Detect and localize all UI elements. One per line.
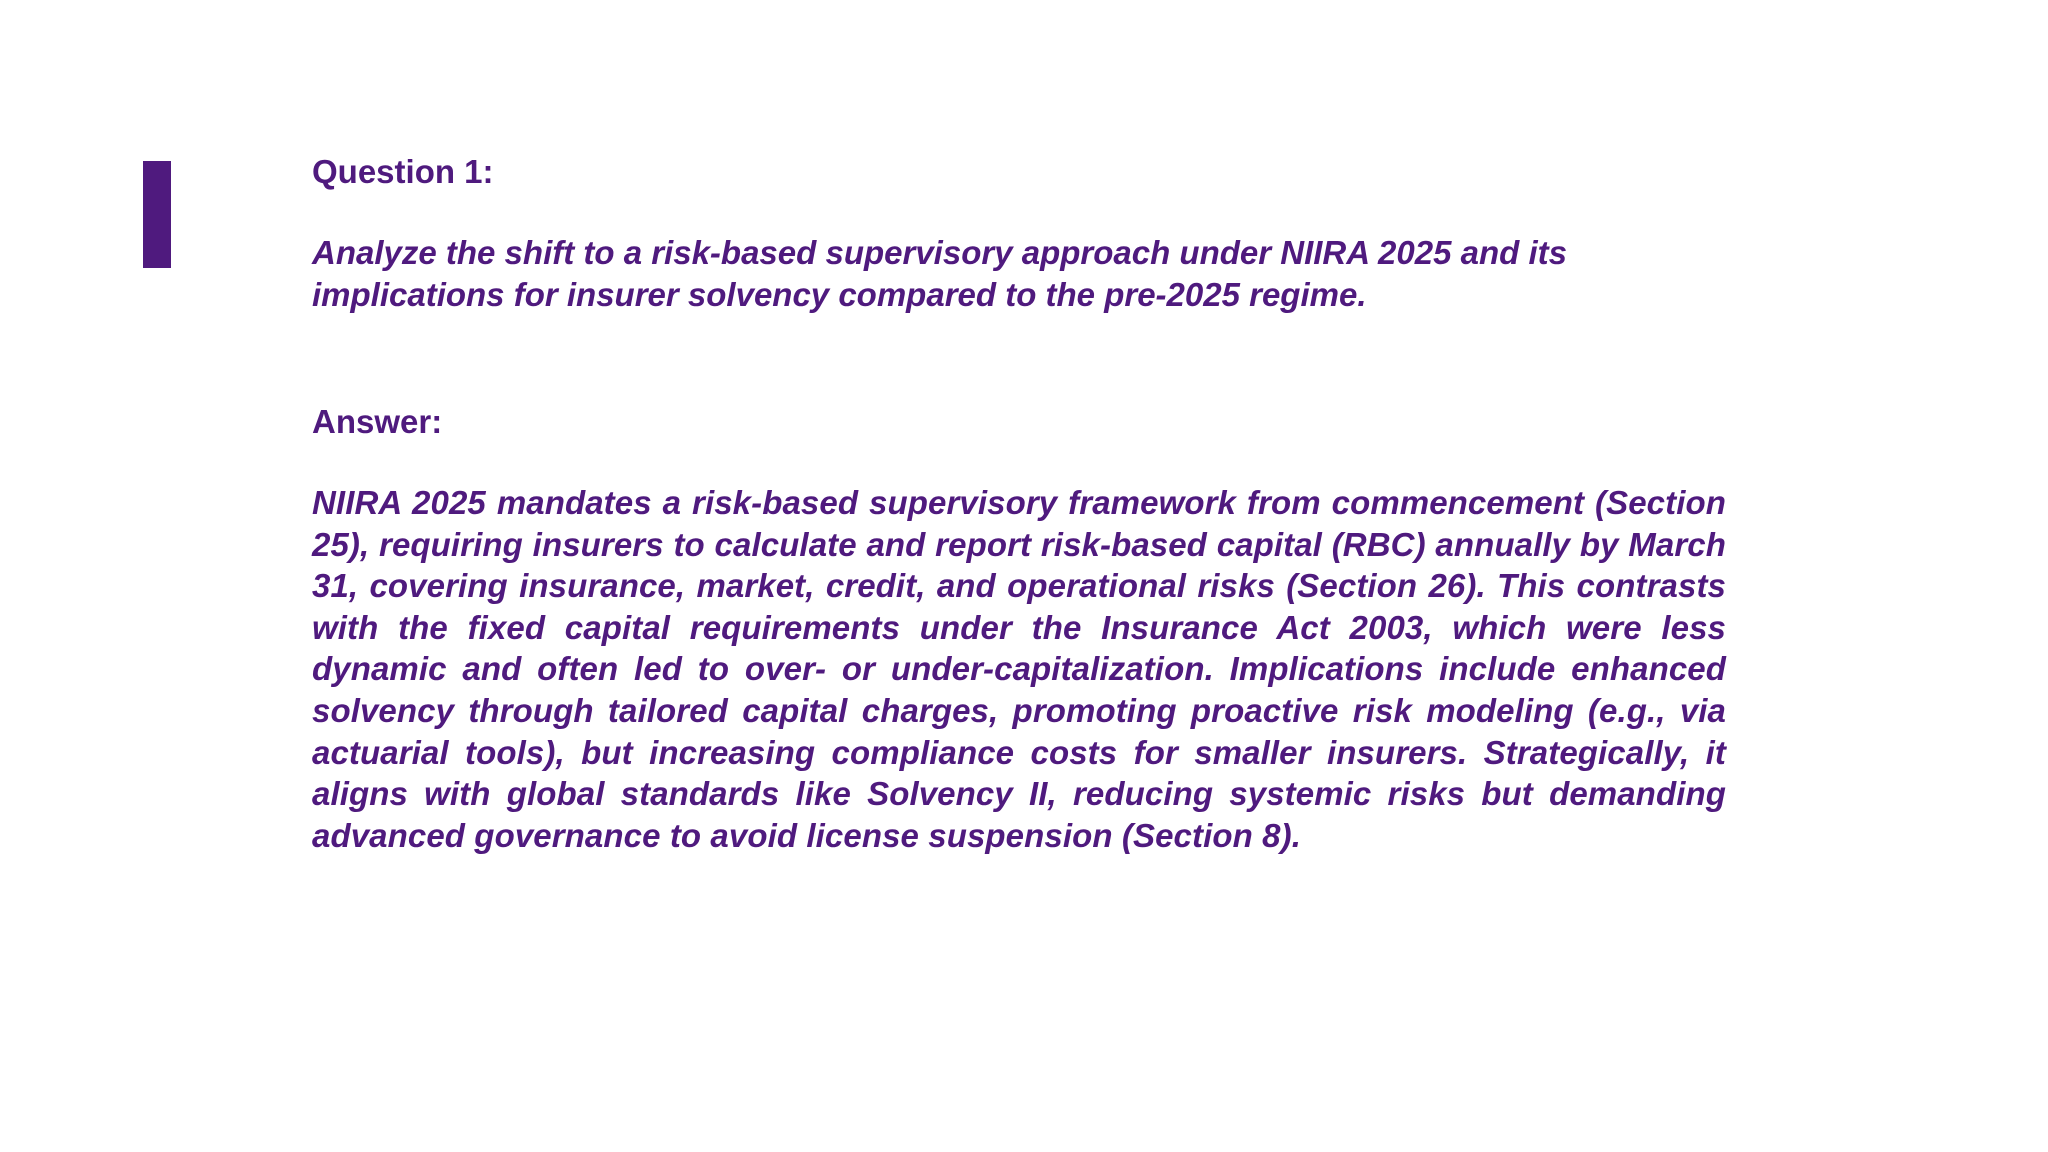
question-label: Question 1: [312, 153, 494, 190]
slide-content [312, 150, 1726, 856]
answer-text: NIIRA 2025 mandates a risk-based supervisory framework from commencement (Section 25), requiring insurers to calculate and report risk-based capital (RBC) annually by March 31, covering insurance, market, credit, and operational risks (Section 26). This contrasts with the fixed capital requirements under the Insurance Act 2003, which were less dynamic and often led to over- or under-capitalization. Implications include enhanced solvency through tailored capital charges, promoting proactive risk modeling (e.g., via actuarial tools), but increasing compliance costs for smaller insurers. Strategically, it aligns with global standards like Solvency II, reducing systemic risks but demanding advanced governance to avoid license suspension (Section 8). [312, 484, 1726, 854]
accent-bar [143, 161, 171, 268]
answer-label: Answer: [312, 403, 443, 440]
question-text: Analyze the shift to a risk-based supervisory approach under NIIRA 2025 and its implications for insurer solvency compared to the pre-2025 regime. [312, 234, 1567, 313]
